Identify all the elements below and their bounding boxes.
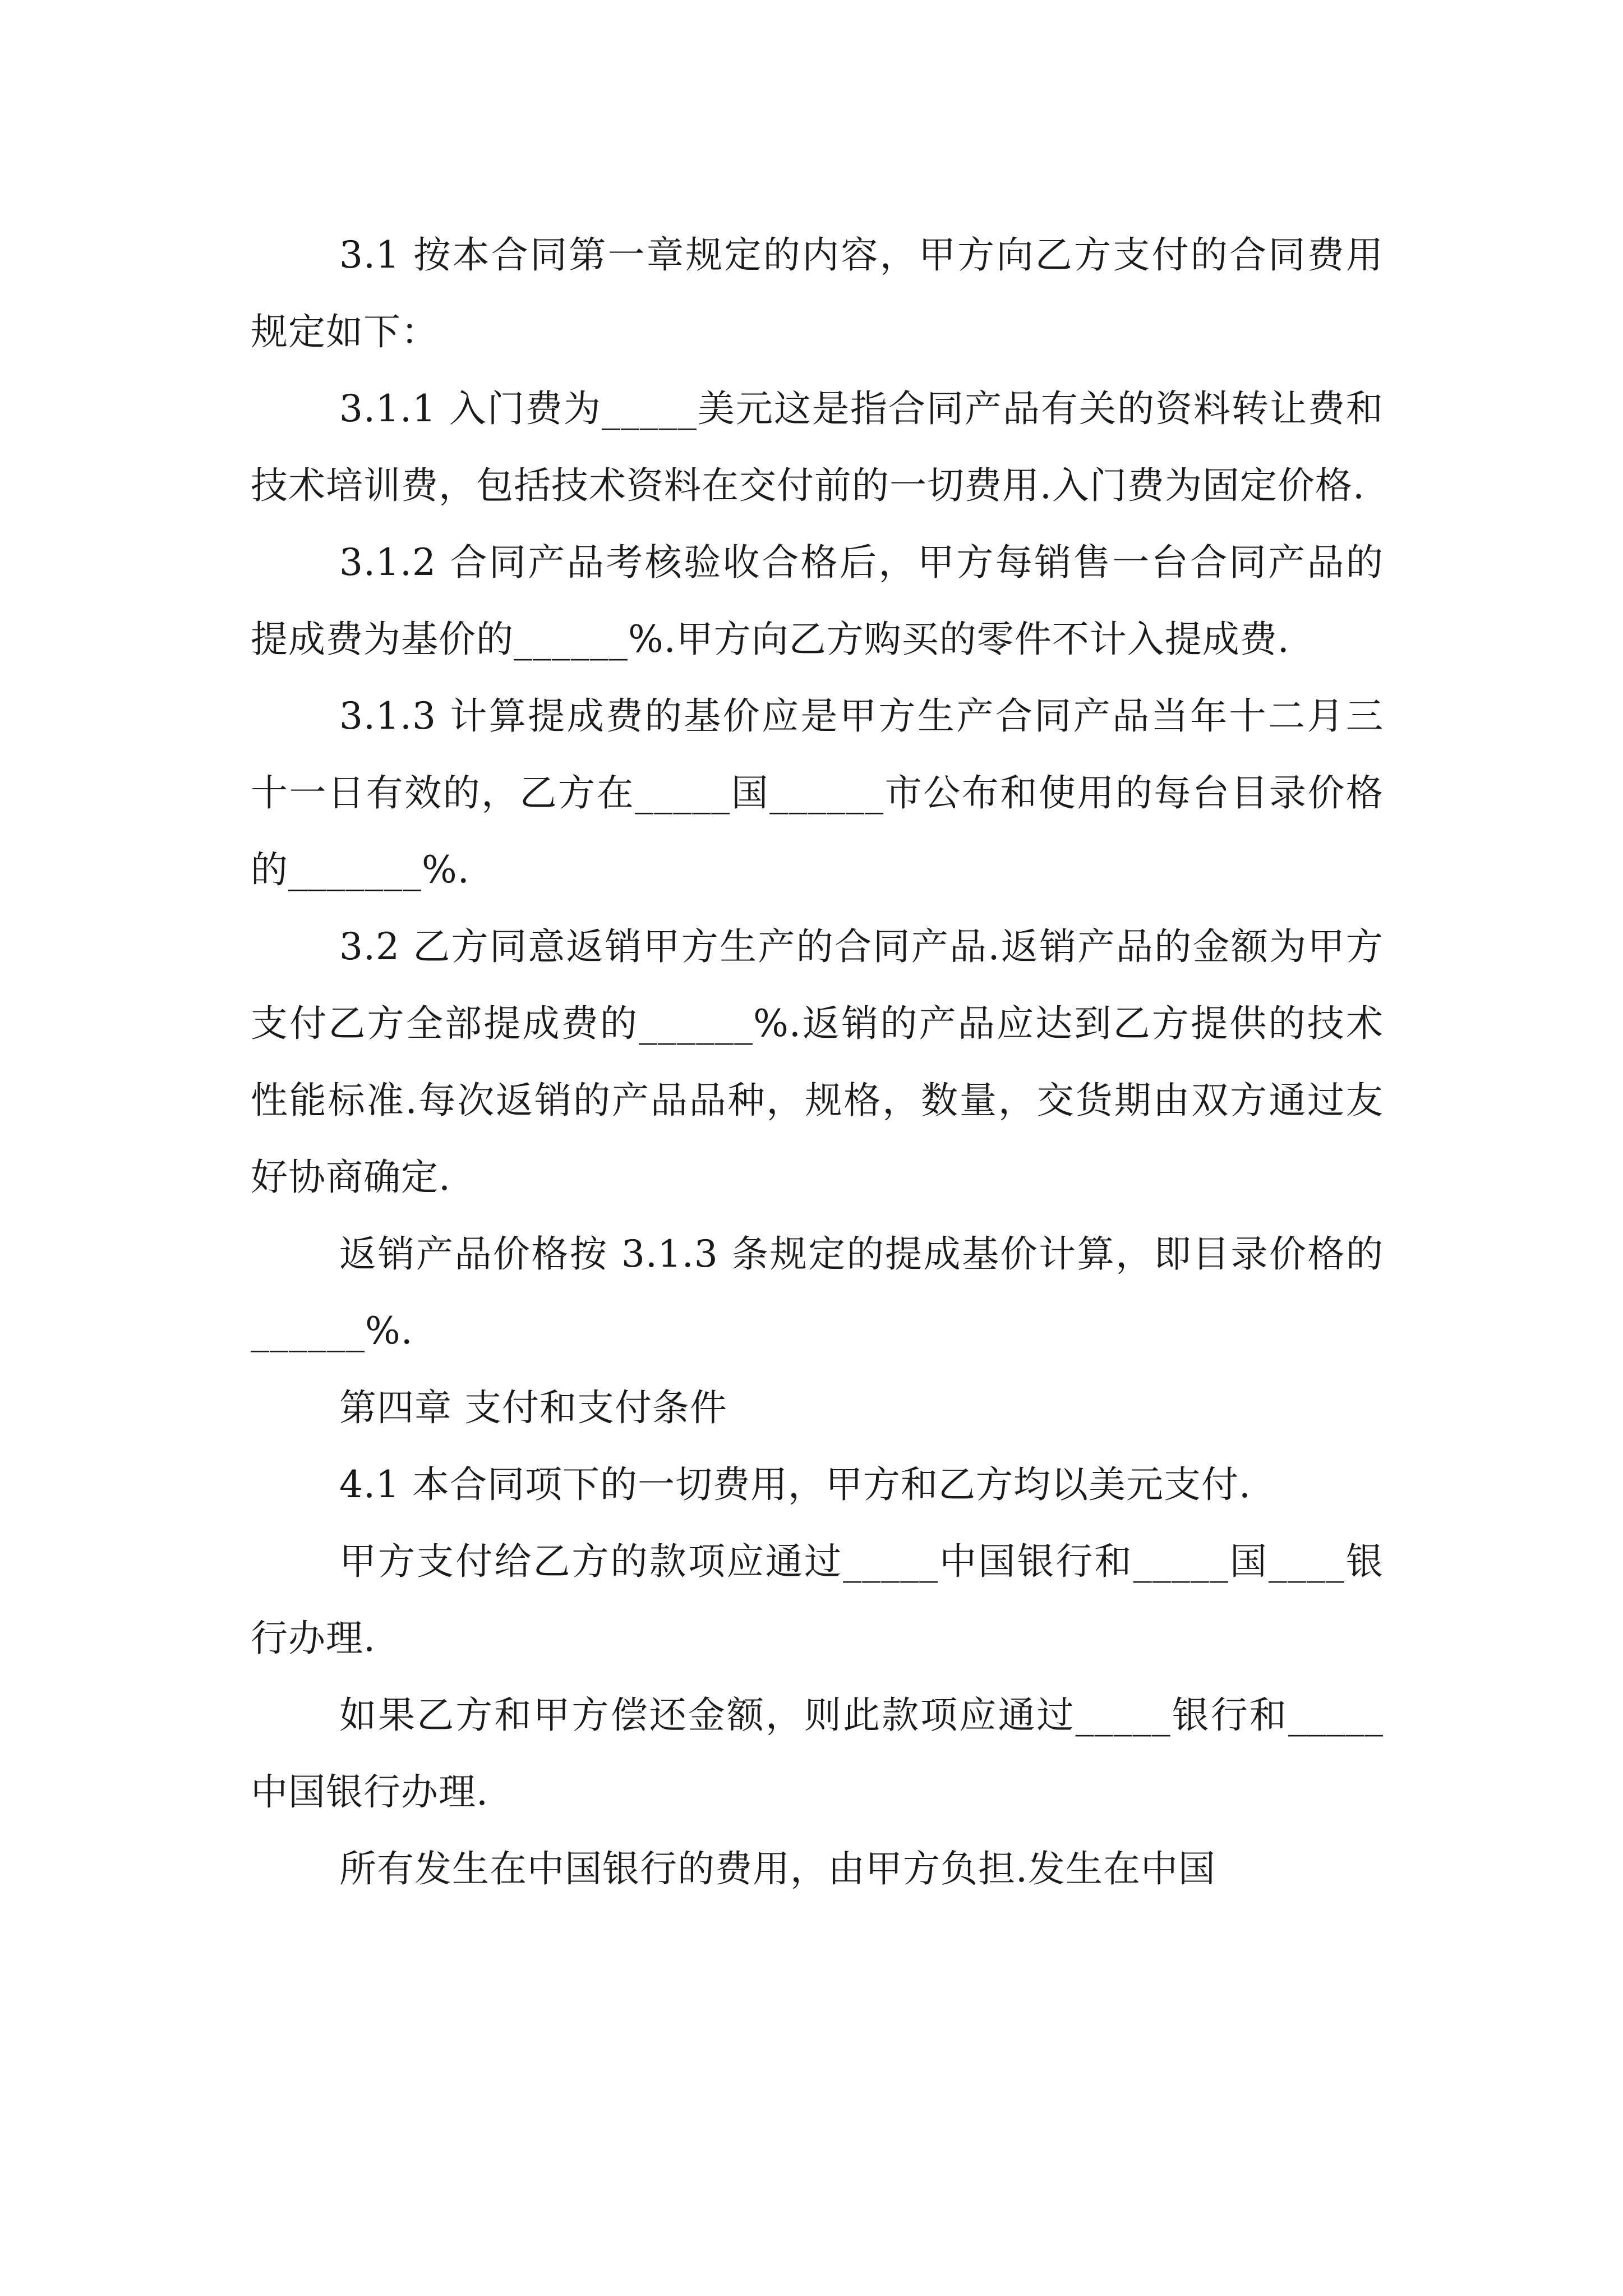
bank-fees-paragraph: 所有发生在中国银行的费用，由甲方负担.发生在中国 (339, 1847, 1216, 1890)
contract-body (251, 217, 1384, 1907)
repayment-bank-paragraph: 如果乙方和甲方偿还金额，则此款项应通过_____银行和_____中国银行办理. (251, 1694, 1384, 1814)
chapter-4-heading: 第四章 支付和支付条件 (339, 1386, 727, 1429)
clause-3-2: 3.2 乙方同意返销甲方生产的合同产品.返销产品的金额为甲方支付乙方全部提成费的______%.返销的产品应达到乙方提供的技术性能标准.每次返销的产品品种，规格，数量，交货期由双方通过友好协商确定. (251, 925, 1384, 1199)
clause-3-1: 3.1 按本合同第一章规定的内容，甲方向乙方支付的合同费用规定如下： (251, 233, 1384, 353)
clause-3-1-3: 3.1.3 计算提成费的基价应是甲方生产合同产品当年十二月三十一日有效的，乙方在_____国______市公布和使用的每台目录价格的_______%. (251, 694, 1384, 891)
buyback-price-paragraph: 返销产品价格按 3.1.3 条规定的提成基价计算，即目录价格的______%. (251, 1232, 1384, 1352)
clause-4-1: 4.1 本合同项下的一切费用，甲方和乙方均以美元支付. (339, 1463, 1251, 1506)
payment-bank-paragraph: 甲方支付给乙方的款项应通过_____中国银行和_____国____银行办理. (251, 1540, 1384, 1660)
clause-3-1-2: 3.1.2 合同产品考核验收合格后，甲方每销售一台合同产品的提成费为基价的______%.甲方向乙方购买的零件不计入提成费. (251, 541, 1384, 661)
clause-3-1-1: 3.1.1 入门费为_____美元这是指合同产品有关的资料转让费和技术培训费，包括技术资料在交付前的一切费用.入门费为固定价格. (251, 387, 1384, 507)
